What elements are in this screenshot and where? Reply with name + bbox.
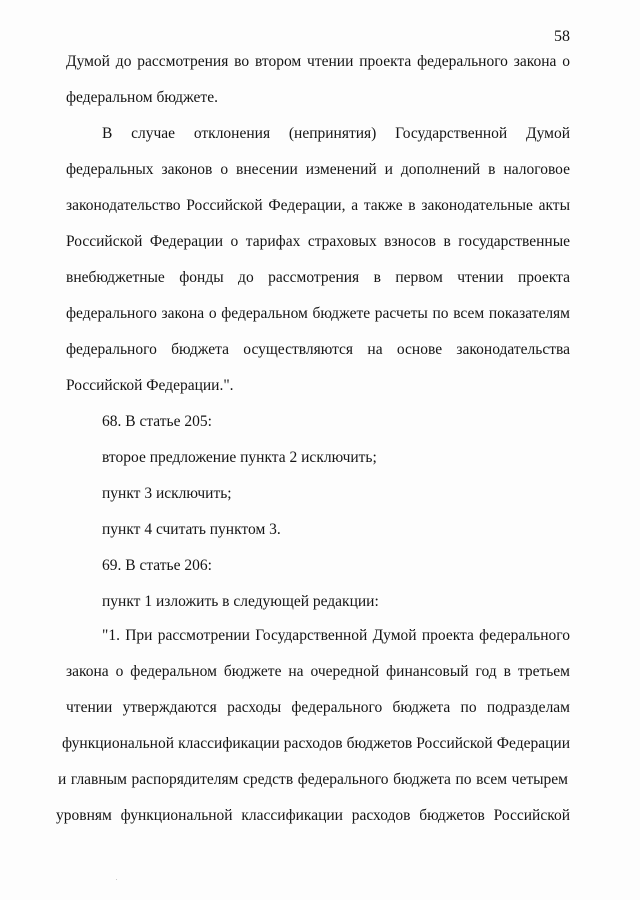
- text-line: уровням функциональной классификации расходов бюджетов Российской: [56, 807, 570, 824]
- text-line: федеральных законов о внесении изменений и дополнений в налоговое: [66, 161, 570, 178]
- text-line: федерального бюджета осуществляются на основе законодательства: [66, 341, 570, 358]
- text-line: законодательство Российской Федерации, а также в законодательные акты: [66, 197, 570, 214]
- text-line: функциональной классификации расходов бюджетов Российской Федерации: [62, 735, 570, 752]
- list-item: 68. В статье 205:: [102, 413, 212, 430]
- text-line: Российской Федерации о тарифах страховых взносов в государственные: [66, 233, 570, 250]
- list-item: 69. В статье 206:: [102, 557, 212, 574]
- text-line: федеральном бюджете.: [66, 89, 218, 106]
- text-line: внебюджетные фонды до рассмотрения в первом чтении проекта: [66, 269, 570, 286]
- page-number: 58: [554, 28, 570, 45]
- scan-speck: [116, 879, 117, 880]
- list-item: пункт 3 исключить;: [102, 485, 232, 502]
- list-item: второе предложение пункта 2 исключить;: [102, 449, 377, 466]
- text-line: закона о федеральном бюджете на очередной финансовый год в третьем: [66, 663, 570, 680]
- list-item: пункт 1 изложить в следующей редакции:: [102, 593, 379, 610]
- text-line: В случае отклонения (непринятия) Государственной Думой: [102, 125, 570, 142]
- text-line: "1. При рассмотрении Государственной Думой проекта федерального: [102, 627, 570, 644]
- text-line: и главным распорядителям средств федерального бюджета по всем четырем: [58, 771, 568, 788]
- text-line: чтении утверждаются расходы федерального бюджета по подразделам: [66, 699, 570, 716]
- text-line: Российской Федерации.".: [66, 377, 234, 394]
- text-line: Думой до рассмотрения во втором чтении проекта федерального закона о: [66, 53, 570, 70]
- list-item: пункт 4 считать пунктом 3.: [102, 521, 281, 538]
- text-line: федерального закона о федеральном бюджете расчеты по всем показателям: [66, 305, 570, 322]
